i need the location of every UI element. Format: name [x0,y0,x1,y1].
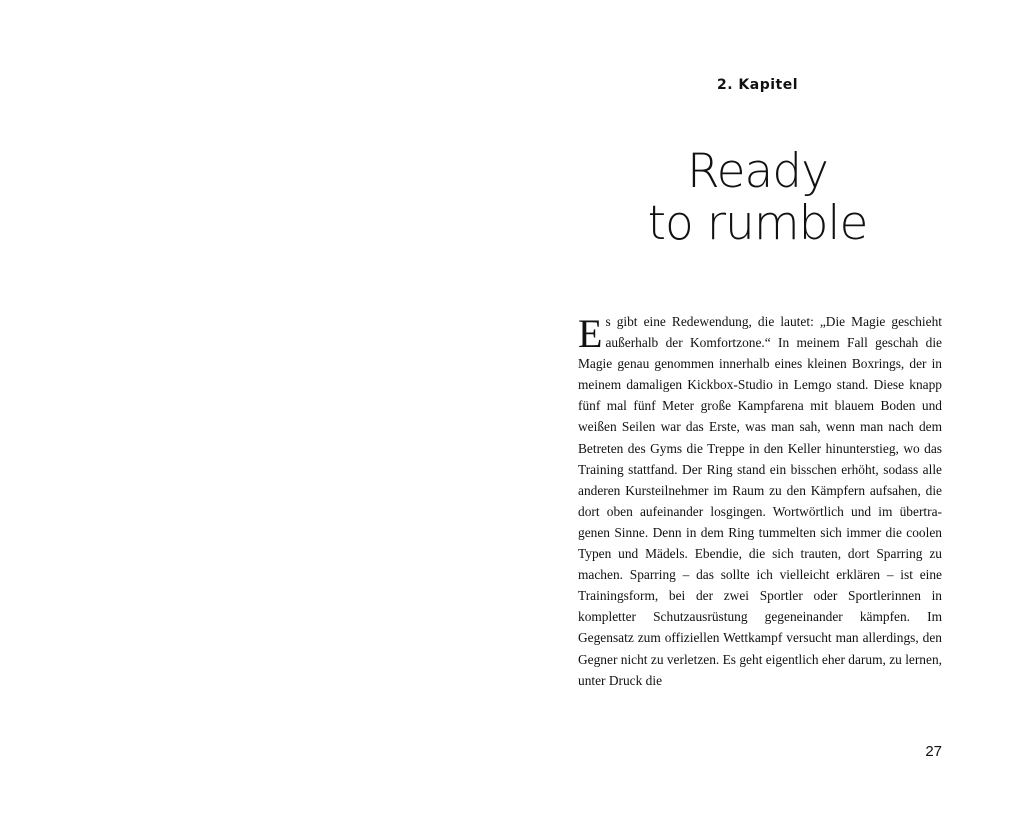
chapter-title-line-1: Ready [687,144,828,199]
body-text: s gibt eine Redewendung, die lautet: „Die Magie geschieht außerhalb der Komfortzone.“ In meinem Fall geschah die Magie genau genommen innerhalb eines kleinen Boxrings, der in meinem damaligen Kickbox-Studio in Lemgo stand. Diese knapp fünf mal fünf Meter große Kampfarena mit blauem Boden und weißen Seilen war das Erste, was man sah, wenn man nach dem Betreten des Gyms die Treppe in den Keller hinunterstieg, wo das Training stattfand. Der Ring stand ein bisschen erhöht, sodass alle anderen Kursteilnehmer im Raum zu den Kämpfern aufsahen, die dort oben aufeinander losgingen. Wortwörtlich und im übertragenen Sinne. Denn in dem Ring tummelten sich immer die coolen Typen und Mädels. Ebendie, die sich trauten, dort Sparring zu machen. Sparring – das sollte ich vielleicht erklären – ist eine Trainingsform, bei der zwei Sportler oder Sportlerinnen in kompletter Schutzausrüstung gegeneinander kämpfen. Im Gegensatz zum offiziellen Wettkampf versucht man allerdings, den Gegner nicht zu verletzen. Es geht eigentlich eher darum, zu lernen, unter Druck die [578,314,942,688]
page-number: 27 [925,743,942,760]
drop-cap: E [578,311,603,356]
right-page [510,0,1020,813]
chapter-label: 2. Kapitel [716,77,799,93]
chapter-title-line-2: to rumble [647,196,868,251]
body-paragraph [578,311,942,691]
chapter-title [510,146,1005,250]
